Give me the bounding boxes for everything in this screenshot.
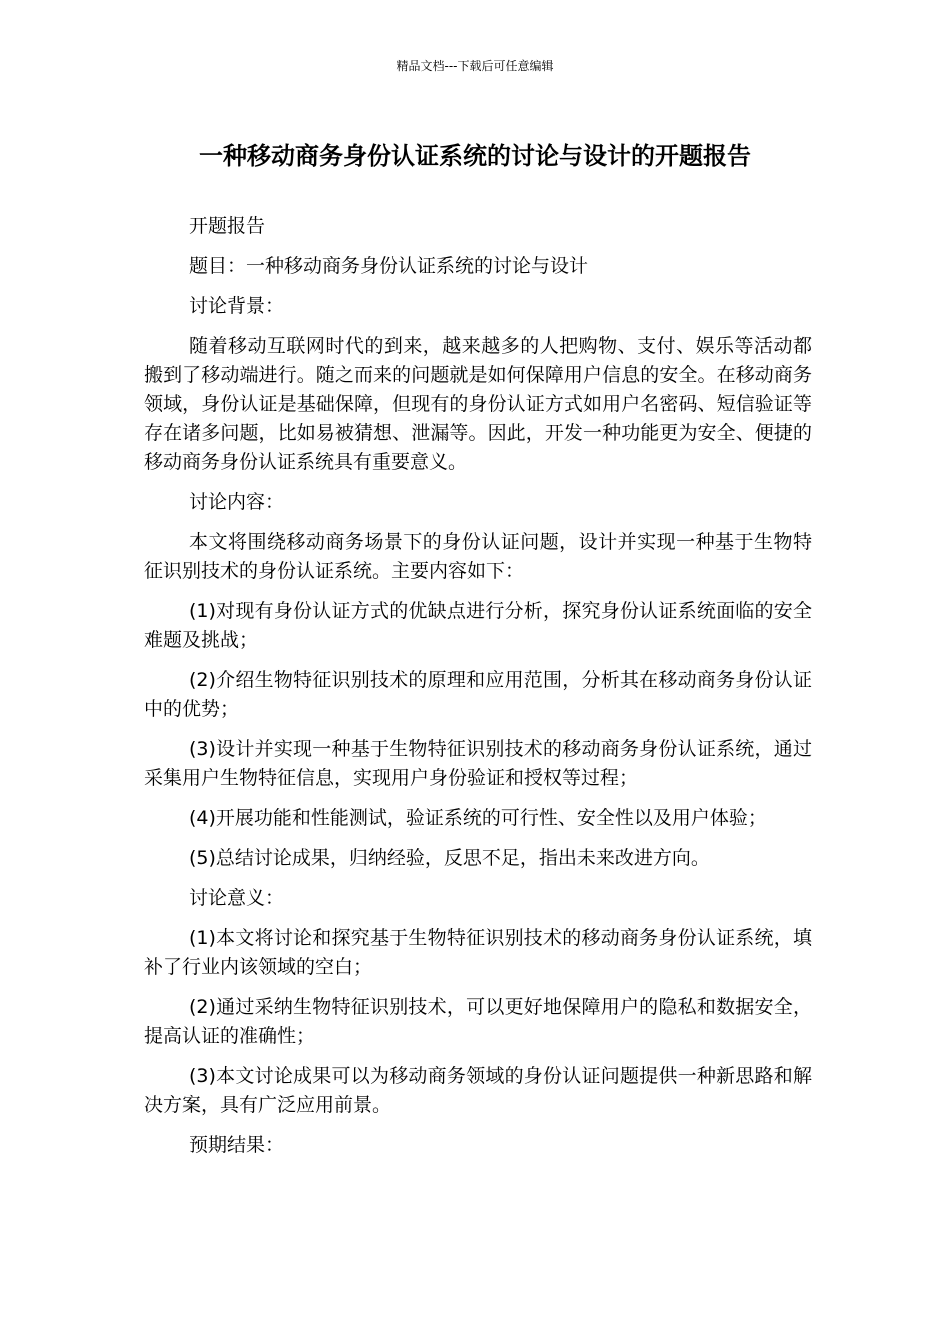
paragraph-content-intro: 本文将围绕移动商务场景下的身份认证问题，设计并实现一种基于生物特征识别技术的身份认证系统。主要内容如下： <box>144 531 812 582</box>
document-body <box>144 212 812 1171</box>
list-item-content-1: (1)对现有身份认证方式的优缺点进行分析，探究身份认证系统面临的安全难题及挑战； <box>144 600 812 651</box>
paragraph-report-label: 开题报告 <box>189 215 266 237</box>
list-item-significance-3: (3)本文讨论成果可以为移动商务领域的身份认证问题提供一种新思路和解决方案，具有广泛应用前景。 <box>144 1065 812 1116</box>
heading-significance: 讨论意义： <box>189 887 285 909</box>
heading-content: 讨论内容： <box>189 491 285 513</box>
paragraph-background: 随着移动互联网时代的到来，越来越多的人把购物、支付、娱乐等活动都搬到了移动端进行。随之而来的问题就是如何保障用户信息的安全。在移动商务领域，身份认证是基础保障，但现有的身份认证方式如用户名密码、短信验证等存在诸多问题，比如易被猜想、泄漏等。因此，开发一种功能更为安全、便捷的移动商务身份认证系统具有重要意义。 <box>144 335 812 473</box>
list-item-content-3: (3)设计并实现一种基于生物特征识别技术的移动商务身份认证系统，通过采集用户生物特征信息，实现用户身份验证和授权等过程； <box>144 738 812 789</box>
list-item-content-4: (4)开展功能和性能测试，验证系统的可行性、安全性以及用户体验； <box>189 807 767 829</box>
header-note: 精品文档---下载后可任意编辑 <box>396 59 554 73</box>
heading-expected-results: 预期结果： <box>189 1134 285 1156</box>
document-title: 一种移动商务身份认证系统的讨论与设计的开题报告 <box>199 142 751 170</box>
list-item-significance-1: (1)本文将讨论和探究基于生物特征识别技术的移动商务身份认证系统，填补了行业内该领域的空白； <box>144 927 812 978</box>
list-item-content-2: (2)介绍生物特征识别技术的原理和应用范围，分析其在移动商务身份认证中的优势； <box>144 669 812 720</box>
paragraph-topic: 题目：一种移动商务身份认证系统的讨论与设计 <box>189 255 589 277</box>
heading-background: 讨论背景： <box>189 295 285 317</box>
list-item-significance-2: (2)通过采纳生物特征识别技术，可以更好地保障用户的隐私和数据安全，提高认证的准确性； <box>144 996 812 1047</box>
list-item-content-5: (5)总结讨论成果，归纳经验，反思不足，指出未来改进方向。 <box>189 847 710 869</box>
